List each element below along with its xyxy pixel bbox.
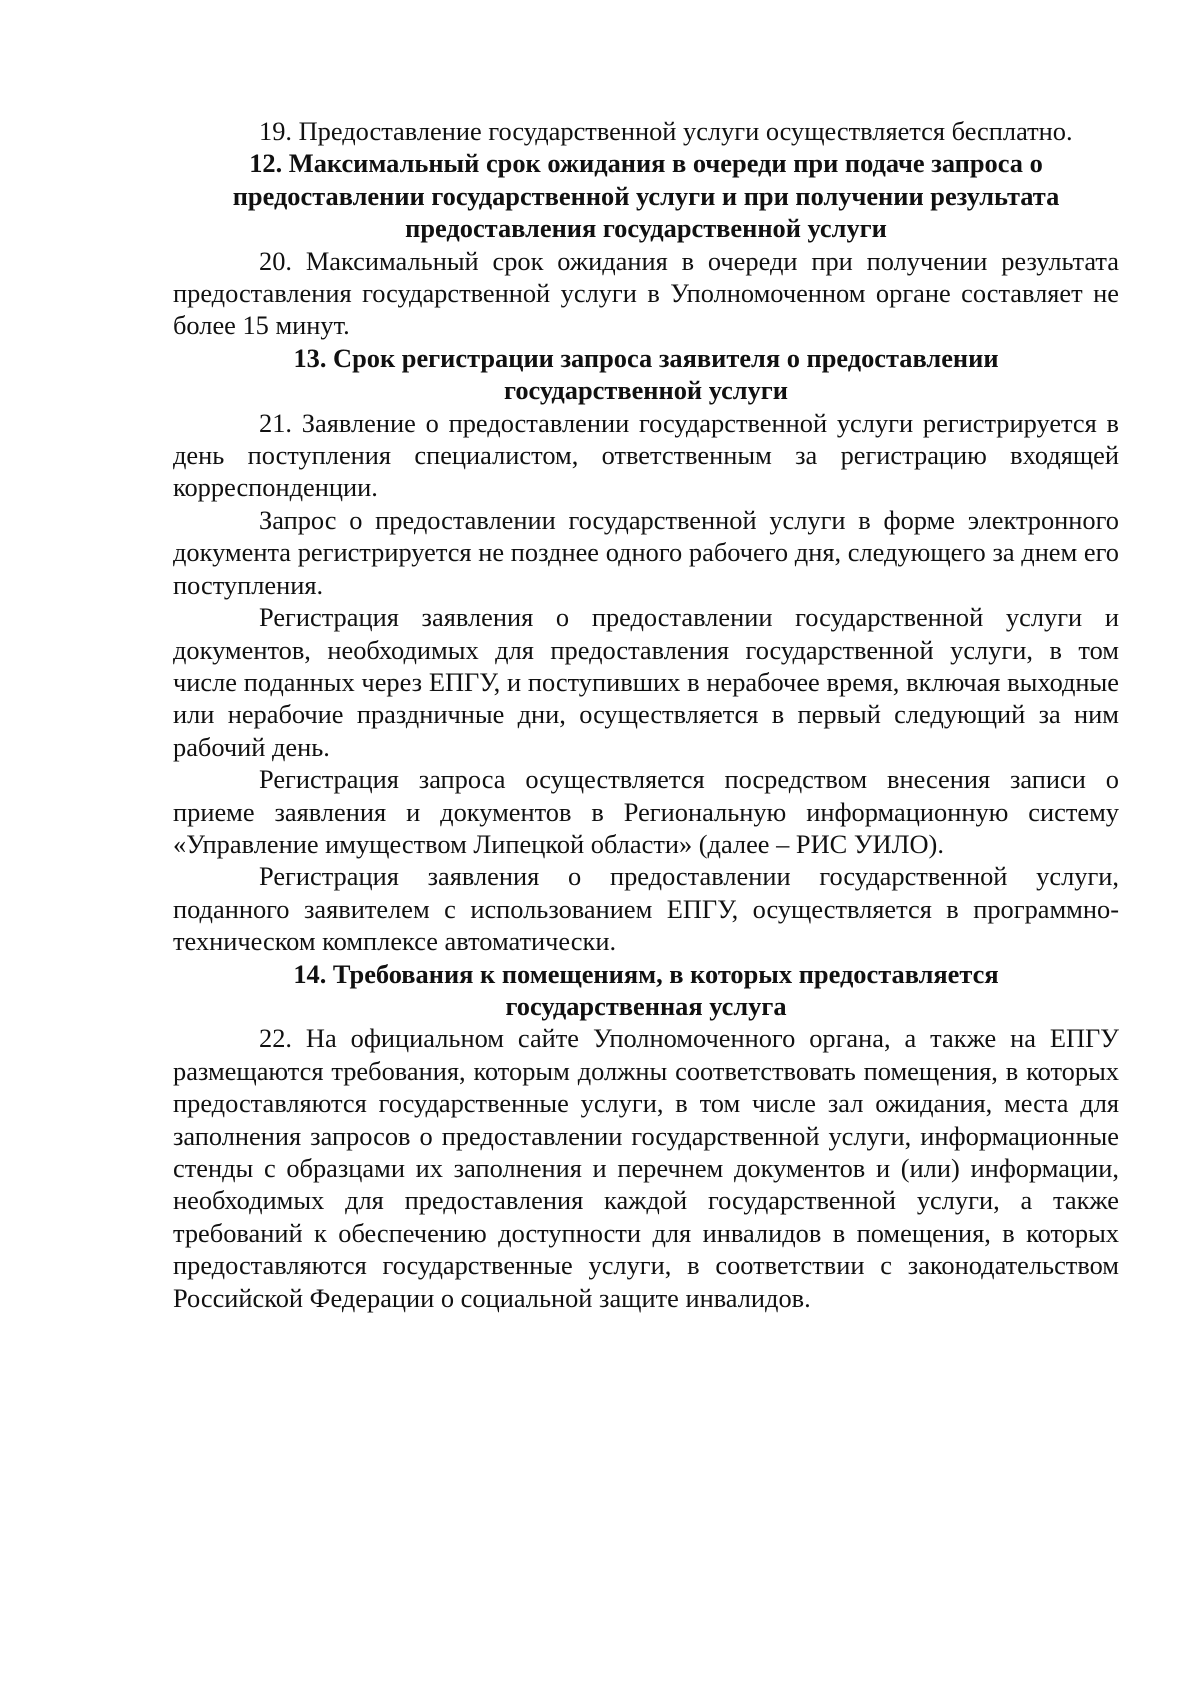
paragraph-19: 19. Предоставление государственной услуги осуществляется бесплатно. [259, 116, 1073, 146]
section-heading-14: 14. Требования к помещениям, в которых предоставляется государственная услуга [293, 958, 999, 1021]
paragraph-21: 21. Заявление о предоставлении государственной услуги регистрируется в день поступления специалистом, ответственным за регистрацию входящей корреспонденции. [173, 407, 1119, 503]
paragraph-21-electronic-request: Запрос о предоставлении государственной услуги в форме электронного документа регистрируется не позднее одного рабочего дня, следующего за днем его поступления. [173, 504, 1119, 600]
paragraph-20: 20. Максимальный срок ожидания в очереди при получении результата предоставления государственной услуги в Уполномоченном органе составляет не более 15 минут. [173, 245, 1119, 341]
paragraph-21-non-working-days: Регистрация заявления о предоставлении государственной услуги и документов, необходимых для предоставления государственной услуги, в том числе поданных через ЕПГУ, и поступивших в нерабочее время, включая выходные или нерабочие праздничные дни, осуществляется в первый следующий за ним рабочий день. [173, 602, 1119, 762]
document-body [173, 115, 1119, 1314]
paragraph-21-ris-uilo: Регистрация запроса осуществляется посредством внесения записи о приеме заявления и документов в Региональную информационную систему «Управление имуществом Липецкой области» (далее – РИС УИЛО). [173, 764, 1119, 859]
section-heading-12: 12. Максимальный срок ожидания в очереди при подаче запроса о предоставлении государственной услуги и при получении результата предоставления государственной услуги [232, 148, 1060, 244]
paragraph-21-epgu-automatic: Регистрация заявления о предоставлении государственной услуги, поданного заявителем с использованием ЕПГУ, осуществляется в программно-техническом комплексе автоматически. [173, 861, 1119, 957]
paragraph-22: 22. На официальном сайте Уполномоченного органа, а также на ЕПГУ размещаются требования, которым должны соответствовать помещения, в которых предоставляются государственные услуги, в том числе зал ожидания, места для заполнения запросов о предоставлении государственной услуги, информационные стенды с образцами их заполнения и перечнем документов и (или) информации, необходимых для предоставления каждой государственной услуги, а также требований к обеспечению доступности для инвалидов в помещения, в которых предоставляются государственные услуги, в соответствии с законодательством Российской Федерации о социальной защите инвалидов. [173, 1023, 1119, 1313]
section-heading-13: 13. Срок регистрации запроса заявителя о предоставлении государственной услуги [293, 342, 999, 406]
